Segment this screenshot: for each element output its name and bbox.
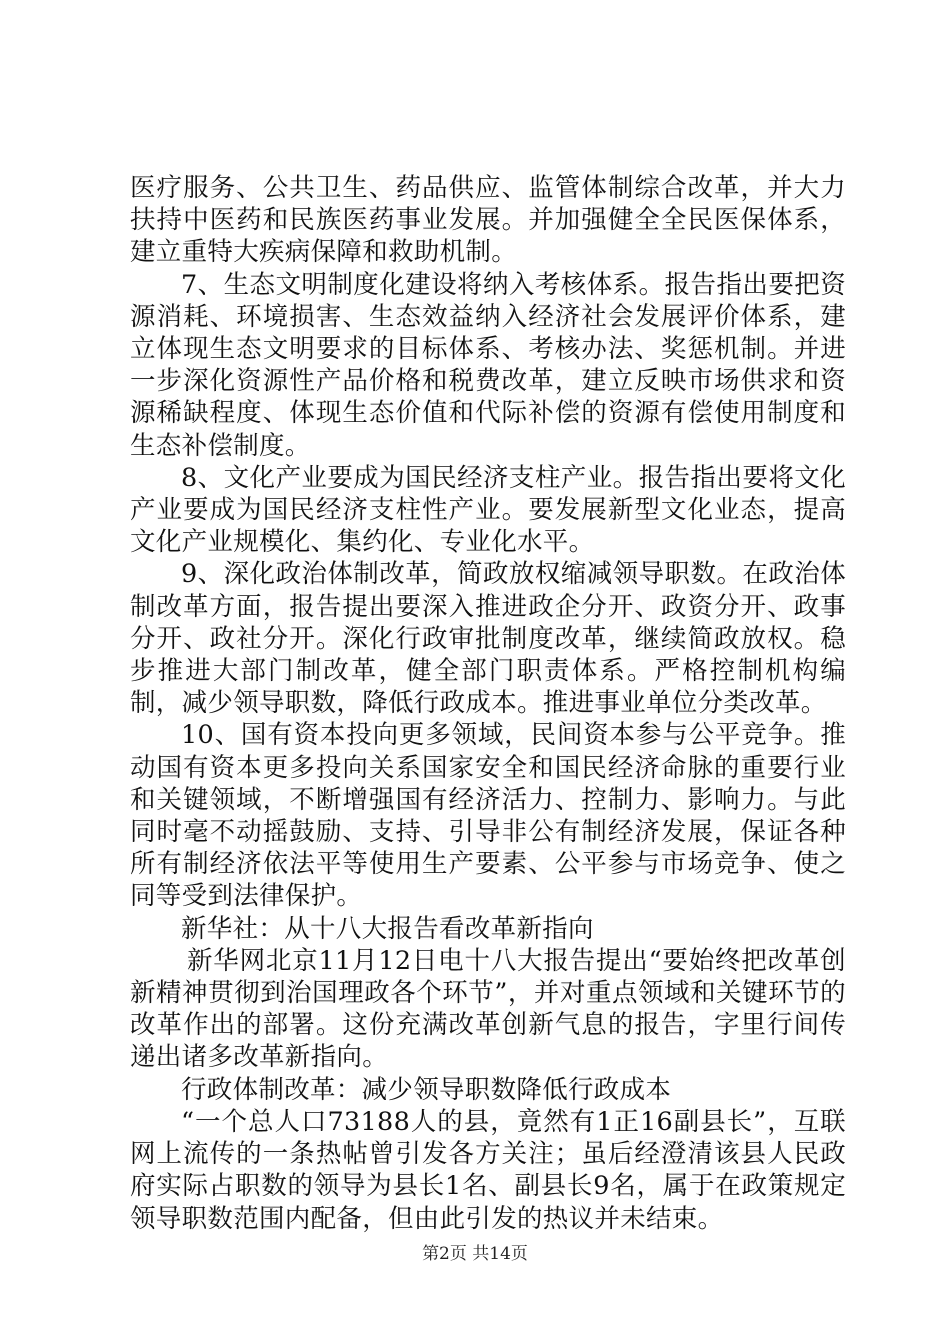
page-number-footer: 第2页 共14页 bbox=[422, 1244, 528, 1264]
section-heading-admin-reform: 行政体制改革：减少领导职数降低行政成本 bbox=[181, 1074, 672, 1105]
paragraph-item-9: 9、深化政治体制改革，简政放权缩减领导职数。在政治体制改革方面，报告提出要深入推进政企分开、政资分开、政事分开、政社分开。深化行政审批制度改革，继续简政放权。稳步推进大部门制改革，健全部门职责体系。严格控制机构编制，减少领导职数，降低行政成本。推进事业单位分类改革。 bbox=[130, 559, 846, 719]
document-body bbox=[130, 172, 846, 1235]
paragraph-item-10: 10、国有资本投向更多领域，民间资本参与公平竞争。推动国有资本更多投向关系国家安全和国民经济命脉的重要行业和关键领域，不断增强国有经济活力、控制力、影响力。与此同时毫不动摇鼓励、支持、引导非公有制经济发展，保证各种所有制经济依法平等使用生产要素、公平参与市场竞争、使之同等受到法律保护。 bbox=[130, 720, 846, 912]
section-heading-xinhua: 新华社：从十八大报告看改革新指向 bbox=[181, 913, 594, 944]
paragraph-xinhua-intro: 新华网北京11月12日电十八大报告提出“要始终把改革创新精神贯彻到治国理政各个环节”，并对重点领域和关键环节的改革作出的部署。这份充满改革创新气息的报告，字里行间传递出诸多改革新指向。 bbox=[130, 945, 846, 1073]
paragraph-item-7: 7、生态文明制度化建设将纳入考核体系。报告指出要把资源消耗、环境损害、生态效益纳入经济社会发展评价体系，建立体现生态文明要求的目标体系、考核办法、奖惩机制。并进一步深化资源性产品价格和税费改革，建立反映市场供求和资源稀缺程度、体现生态价值和代际补偿的资源有偿使用制度和生态补偿制度。 bbox=[130, 269, 846, 461]
paragraph-item-8: 8、文化产业要成为国民经济支柱产业。报告指出要将文化产业要成为国民经济支柱性产业。要发展新型文化业态，提高文化产业规模化、集约化、专业化水平。 bbox=[130, 462, 846, 558]
paragraph-healthcare-continuation: 医疗服务、公共卫生、药品供应、监管体制综合改革，并大力扶持中医药和民族医药事业发展。并加强健全全民医保体系，建立重特大疾病保障和救助机制。 bbox=[130, 173, 846, 268]
paragraph-county-example: “一个总人口73188人的县，竟然有1正16副县长”，互联网上流传的一条热帖曾引发各方关注；虽后经澄清该县人民政府实际占职数的领导为县长1名、副县长9名，属于在政策规定领导职数范围内配备，但由此引发的热议并未结束。 bbox=[130, 1106, 846, 1234]
